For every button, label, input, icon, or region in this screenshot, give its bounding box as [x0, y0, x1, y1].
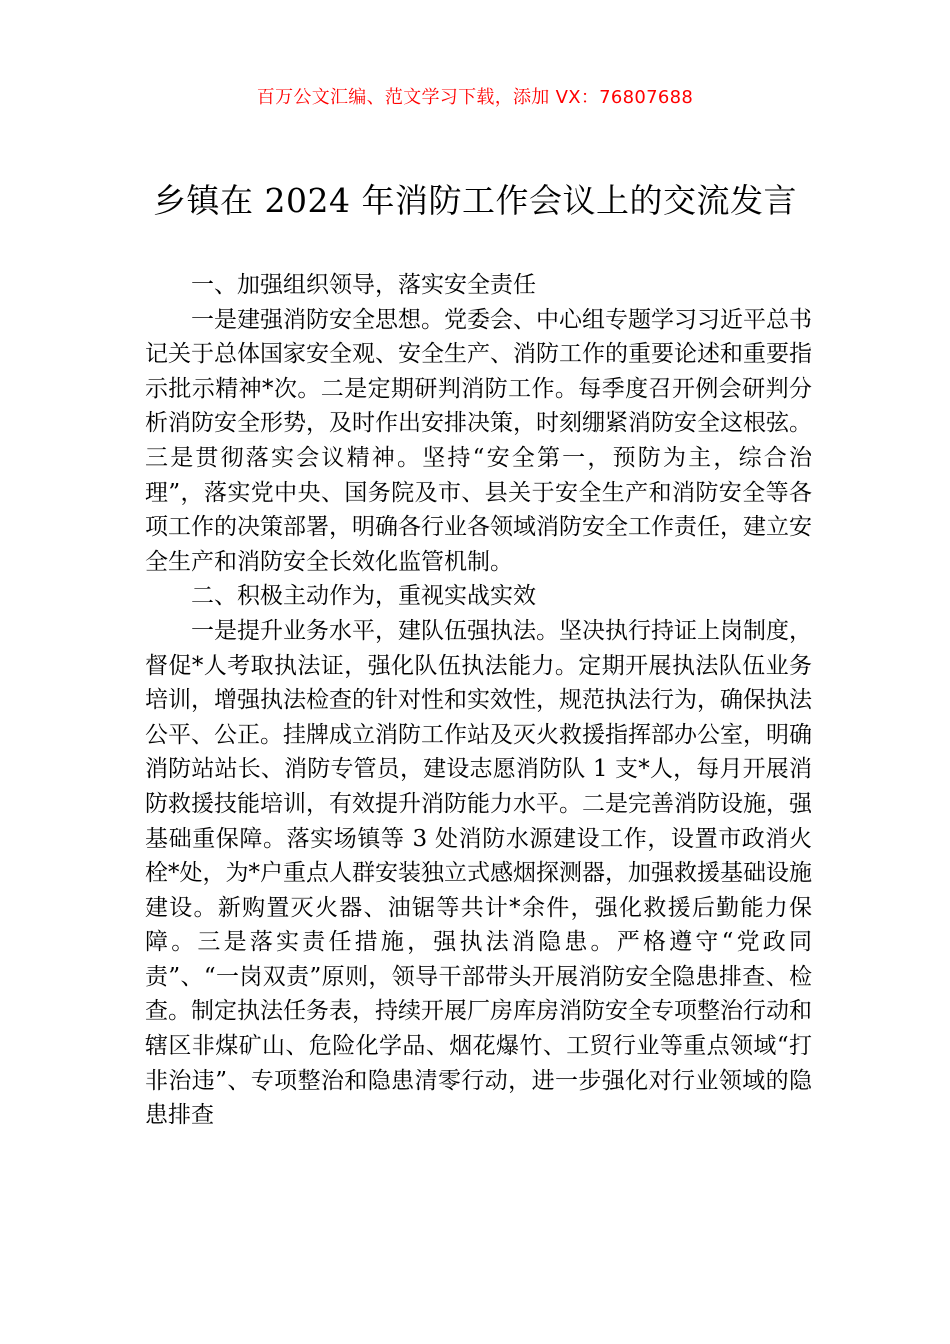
section-2-heading: 二、积极主动作为，重视实战实效 [191, 583, 536, 610]
header-note: 百万公文汇编、范文学习下载，添加 VX：76807688 [256, 87, 694, 108]
section-1-heading: 一、加强组织领导，落实安全责任 [191, 272, 536, 298]
section-2-paragraph: 一是提升业务水平，建队伍强执法。坚决执行持证上岗制度，督促*人考取执法证，强化队伍执法能力。定期开展执法队伍业务培训，增强执法检查的针对性和实效性，规范执法行为，确保执法公平、公正。挂牌成立消防工作站及灭火救援指挥部办公室，明确消防站站长、消防专管员，建设志愿消防队 1 支*人，每月开展消防救援技能培训，有效提升消防能力水平。二是完善消防设施，强基础重保障。落实场镇等 3 处消防水源建设工作，设置市政消火栓*处，为*户重点人群安装独立式感烟探测器，加强救援基础设施建设。新购置灭火器、油锯等共计*余件，强化救援后勤能力保障。三是落实责任措施，强执法消隐患。严格遵守“党政同责”、“一岗双责”原则，领导干部带头开展消防安全隐患排查、检查。制定执法任务表，持续开展厂房库房消防安全专项整治行动和辖区非煤矿山、危险化学品、烟花爆竹、工贸行业等重点领域“打非治违”、专项整治和隐患清零行动，进一步强化对行业领域的隐患排查 [145, 617, 812, 1129]
document-body [145, 268, 812, 1133]
section-1-paragraph: 一是建强消防安全思想。党委会、中心组专题学习习近平总书记关于总体国家安全观、安全生产、消防工作的重要论述和重要指示批示精神*次。二是定期研判消防工作。每季度召开例会研判分析消防安全形势，及时作出安排决策，时刻绷紧消防安全这根弦。三是贯彻落实会议精神。坚持“安全第一，预防为主，综合治理”，落实党中央、国务院及市、县关于安全生产和消防安全等各项工作的决策部署，明确各行业各领域消防安全工作责任，建立安全生产和消防安全长效化监管机制。 [145, 306, 812, 575]
document-title: 乡镇在 2024 年消防工作会议上的交流发言 [153, 181, 797, 220]
